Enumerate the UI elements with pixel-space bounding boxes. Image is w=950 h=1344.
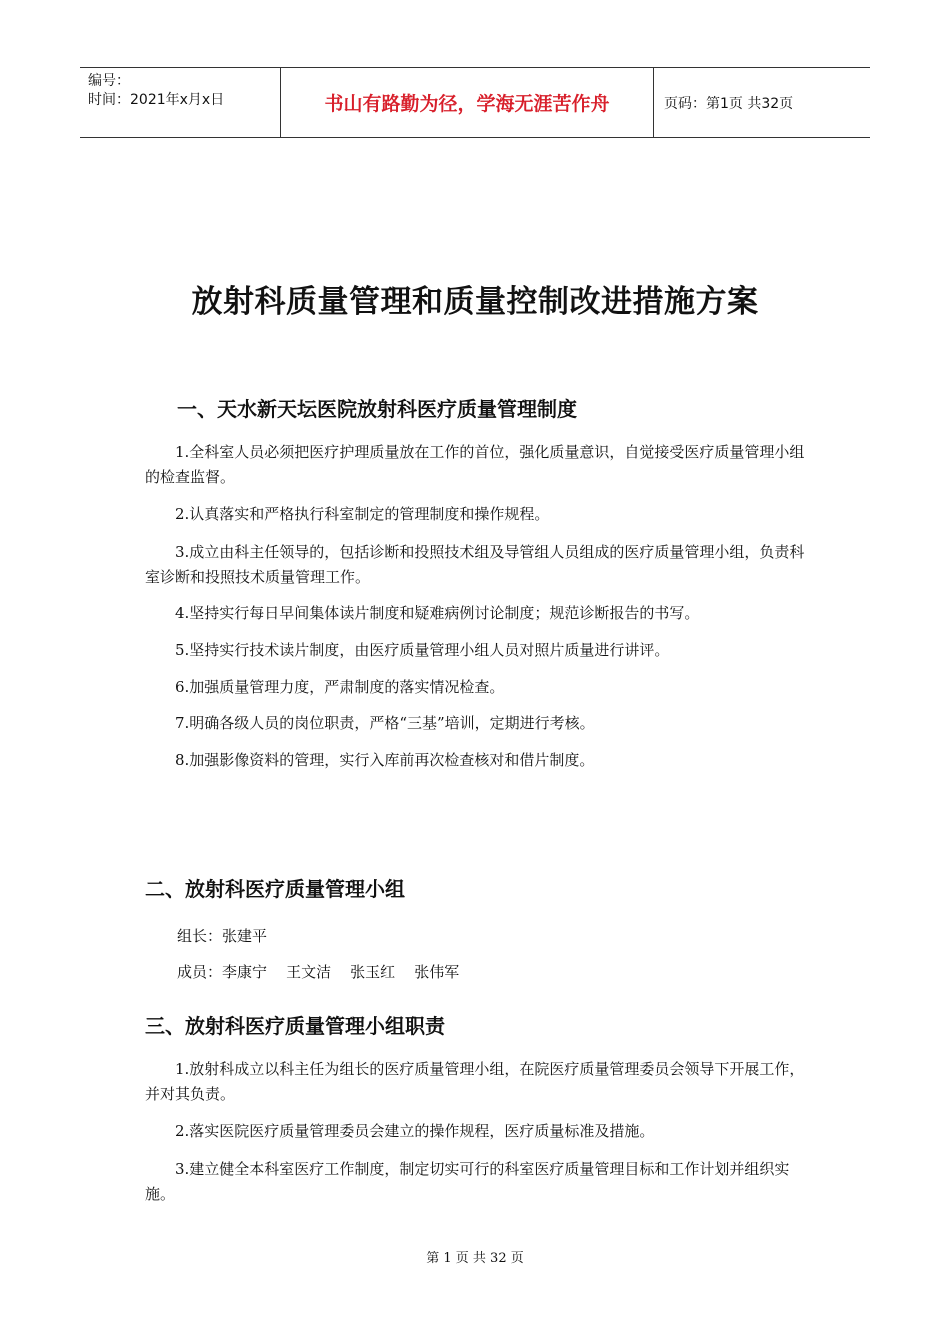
section1-item-4: 4.坚持实行每日早间集体读片制度和疑难病例讨论制度；规范诊断报告的书写。 <box>175 604 700 622</box>
header-left-cell <box>80 68 281 137</box>
document-title: 放射科质量管理和质量控制改进措施方案 <box>191 284 759 320</box>
section1-item-2: 2.认真落实和严格执行科室制定的管理制度和操作规程。 <box>175 505 550 523</box>
page-footer: 第 1 页 共 32 页 <box>426 1251 524 1266</box>
header-motto: 书山有路勤为径，学海无涯苦作舟 <box>281 68 654 137</box>
time-label: 时间：2021年x月x日 <box>88 92 225 108</box>
header-table <box>80 67 870 138</box>
section2-heading: 二、放射科医疗质量管理小组 <box>145 877 405 901</box>
section1-item-5: 5.坚持实行技术读片制度，由医疗质量管理小组人员对照片质量进行讲评。 <box>175 641 670 659</box>
number-label: 编号： <box>88 73 130 89</box>
section3-item-3: 3.建立健全本科室医疗工作制度，制定切实可行的科室医疗质量管理目标和工作计划并组织实施。 <box>145 1160 790 1203</box>
header-page-info: 页码：第1页 共32页 <box>664 95 794 112</box>
section1-item-6: 6.加强质量管理力度，严肃制度的落实情况检查。 <box>175 678 505 696</box>
section1-heading: 一、天水新天坛医院放射科医疗质量管理制度 <box>177 397 577 421</box>
section3-heading: 三、放射科医疗质量管理小组职责 <box>145 1014 445 1038</box>
section1-item-7: 7.明确各级人员的岗位职责，严格“三基”培训，定期进行考核。 <box>175 714 595 732</box>
group-members: 成员：李康宁 王文洁 张玉红 张伟军 <box>177 963 460 981</box>
section1-item-3: 3.成立由科主任领导的，包括诊断和投照技术组及导管组人员组成的医疗质量管理小组，负责科室诊断和投照技术质量管理工作。 <box>145 543 805 586</box>
section3-item-2: 2.落实医院医疗质量管理委员会建立的操作规程，医疗质量标准及措施。 <box>175 1122 655 1140</box>
section1-item-8: 8.加强影像资料的管理，实行入库前再次检查核对和借片制度。 <box>175 751 595 769</box>
section3-item-1: 1.放射科成立以科主任为组长的医疗质量管理小组，在院医疗质量管理委员会领导下开展工作，并对其负责。 <box>145 1060 805 1103</box>
section1-item-1: 1.全科室人员必须把医疗护理质量放在工作的首位，强化质量意识，自觉接受医疗质量管理小组的检查监督。 <box>145 443 805 486</box>
group-leader: 组长：张建平 <box>177 927 268 945</box>
